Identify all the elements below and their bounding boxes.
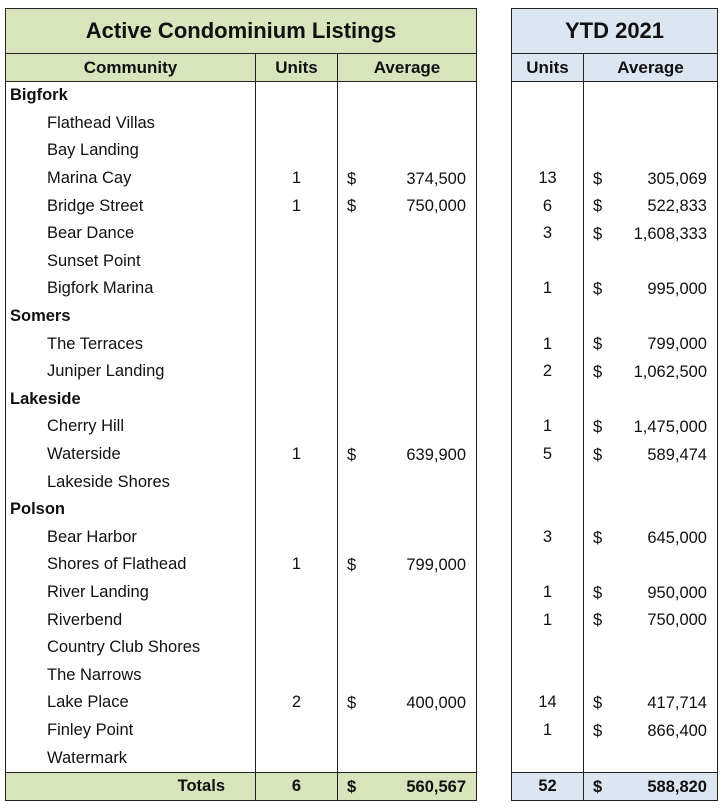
table-row: [6, 661, 477, 689]
community-name: Lakeside Shores: [6, 468, 256, 496]
ytd-row: [512, 413, 718, 441]
table-row: [6, 524, 477, 552]
average-value: 560,567: [406, 777, 467, 796]
average-value: 1,608,333: [633, 224, 707, 243]
community-name: The Terraces: [6, 330, 256, 358]
units-cell: 1: [256, 192, 338, 220]
header-average: Average: [338, 54, 477, 82]
group-name: Lakeside: [6, 386, 256, 414]
ytd-row: [512, 579, 718, 607]
ytd-row: [512, 634, 718, 662]
average-cell: [338, 579, 477, 607]
average-cell: [338, 275, 477, 303]
average-cell: [584, 634, 718, 662]
community-name: Country Club Shores: [6, 634, 256, 662]
table-row: [6, 634, 477, 662]
units-cell: [256, 303, 338, 331]
average-value: 400,000: [406, 694, 467, 713]
units-cell: [512, 82, 584, 110]
units-cell: [256, 220, 338, 248]
totals-row: [6, 772, 477, 800]
table-row: [6, 165, 477, 193]
table-row: [6, 110, 477, 138]
units-cell: [512, 248, 584, 276]
average-cell: [338, 468, 477, 496]
average-value: 995,000: [647, 280, 707, 299]
units-cell: [256, 248, 338, 276]
table-row: [6, 330, 477, 358]
average-cell: [338, 661, 477, 689]
units-cell: 2: [256, 689, 338, 717]
units-cell: [256, 330, 338, 358]
currency: $: [593, 445, 603, 464]
community-name: Bridge Street: [6, 192, 256, 220]
currency: $: [347, 445, 357, 464]
units-cell: [256, 744, 338, 772]
currency: $: [347, 169, 357, 188]
units-cell: 2: [512, 358, 584, 386]
totals-average: [338, 772, 477, 800]
average-cell: [338, 689, 477, 717]
table-row: [6, 248, 477, 276]
currency: $: [593, 169, 603, 188]
average-cell: [338, 551, 477, 579]
units-cell: 1: [512, 606, 584, 634]
units-cell: [256, 413, 338, 441]
average-cell: [584, 165, 718, 193]
average-cell: [338, 744, 477, 772]
average-cell: [338, 496, 477, 524]
ytd-row: [512, 110, 718, 138]
community-name: Sunset Point: [6, 248, 256, 276]
currency: $: [593, 528, 603, 547]
active-listings-table: [5, 8, 477, 801]
currency: $: [347, 556, 357, 575]
table-row: [6, 441, 477, 469]
average-cell: [584, 248, 718, 276]
average-value: 950,000: [647, 583, 707, 602]
average-cell: [338, 524, 477, 552]
ytd-row: [512, 441, 718, 469]
average-cell: [584, 524, 718, 552]
units-cell: [512, 634, 584, 662]
average-cell: [584, 744, 718, 772]
ytd-row: [512, 606, 718, 634]
average-value: 750,000: [406, 197, 467, 216]
average-value: 750,000: [647, 611, 707, 630]
average-cell: [338, 358, 477, 386]
units-cell: [256, 275, 338, 303]
units-cell: 1: [512, 413, 584, 441]
average-cell: [584, 358, 718, 386]
units-cell: 13: [512, 165, 584, 193]
table-row: [6, 413, 477, 441]
units-cell: [256, 524, 338, 552]
average-value: 866,400: [647, 721, 707, 740]
community-name: Bay Landing: [6, 137, 256, 165]
average-cell: [584, 717, 718, 745]
ytd-row: [512, 717, 718, 745]
currency: $: [593, 224, 603, 243]
table-row: [6, 551, 477, 579]
average-cell: [338, 330, 477, 358]
units-cell: [256, 496, 338, 524]
table-row: [6, 606, 477, 634]
average-cell: [584, 82, 718, 110]
ytd-row: [512, 689, 718, 717]
currency: $: [593, 197, 603, 216]
group-name: Somers: [6, 303, 256, 331]
units-cell: [256, 717, 338, 745]
average-cell: [584, 689, 718, 717]
units-cell: [512, 137, 584, 165]
ytd-row: [512, 524, 718, 552]
average-value: 589,474: [647, 445, 707, 464]
average-cell: [338, 413, 477, 441]
currency: $: [347, 777, 357, 796]
average-cell: [338, 220, 477, 248]
group-row: [6, 303, 477, 331]
units-cell: [256, 110, 338, 138]
community-name: Marina Cay: [6, 165, 256, 193]
average-cell: [584, 441, 718, 469]
table-row: [6, 192, 477, 220]
units-cell: 1: [512, 579, 584, 607]
average-cell: [584, 137, 718, 165]
header-average: Average: [584, 54, 718, 82]
community-name: Bear Harbor: [6, 524, 256, 552]
average-cell: [584, 330, 718, 358]
community-name: Bear Dance: [6, 220, 256, 248]
average-cell: [584, 579, 718, 607]
currency: $: [347, 694, 357, 713]
ytd-2021-table: [511, 8, 718, 801]
community-name: Shores of Flathead: [6, 551, 256, 579]
average-cell: [338, 717, 477, 745]
header-units: Units: [512, 54, 584, 82]
average-cell: [338, 82, 477, 110]
units-cell: 1: [512, 717, 584, 745]
ytd-row: [512, 275, 718, 303]
average-cell: [584, 551, 718, 579]
community-name: Riverbend: [6, 606, 256, 634]
currency: $: [593, 611, 603, 630]
totals-row: [512, 772, 718, 800]
currency: $: [593, 280, 603, 299]
average-cell: [584, 275, 718, 303]
units-cell: [256, 137, 338, 165]
units-cell: [256, 82, 338, 110]
average-value: 799,000: [406, 556, 467, 575]
ytd-row: [512, 661, 718, 689]
community-name: River Landing: [6, 579, 256, 607]
average-cell: [584, 220, 718, 248]
currency: $: [593, 777, 603, 796]
ytd-row: [512, 358, 718, 386]
ytd-row: [512, 551, 718, 579]
ytd-row: [512, 248, 718, 276]
ytd-row: [512, 744, 718, 772]
average-cell: [584, 468, 718, 496]
totals-units: 52: [512, 772, 584, 800]
units-cell: [512, 303, 584, 331]
average-value: 588,820: [647, 777, 707, 796]
group-name: Polson: [6, 496, 256, 524]
ytd-row: [512, 386, 718, 414]
table-row: [6, 744, 477, 772]
units-cell: 1: [256, 165, 338, 193]
community-name: Flathead Villas: [6, 110, 256, 138]
community-name: Finley Point: [6, 717, 256, 745]
units-cell: [512, 551, 584, 579]
units-cell: [256, 386, 338, 414]
average-value: 645,000: [647, 528, 707, 547]
community-name: Watermark: [6, 744, 256, 772]
table-title: Active Condominium Listings: [6, 9, 477, 54]
table-row: [6, 137, 477, 165]
average-cell: [584, 661, 718, 689]
average-value: 417,714: [647, 694, 707, 713]
units-cell: [512, 661, 584, 689]
currency: $: [593, 362, 603, 381]
average-cell: [584, 413, 718, 441]
units-cell: [512, 386, 584, 414]
ytd-row: [512, 165, 718, 193]
currency: $: [593, 721, 603, 740]
average-value: 305,069: [647, 169, 707, 188]
table-row: [6, 579, 477, 607]
average-value: 522,833: [647, 197, 707, 216]
ytd-row: [512, 82, 718, 110]
table-row: [6, 717, 477, 745]
average-cell: [338, 110, 477, 138]
average-cell: [338, 303, 477, 331]
units-cell: 1: [256, 551, 338, 579]
units-cell: 3: [512, 524, 584, 552]
totals-label: Totals: [6, 772, 256, 800]
currency: $: [593, 583, 603, 602]
header-units: Units: [256, 54, 338, 82]
table-row: [6, 220, 477, 248]
units-cell: 1: [512, 330, 584, 358]
group-row: [6, 386, 477, 414]
ytd-row: [512, 137, 718, 165]
ytd-row: [512, 330, 718, 358]
average-cell: [338, 634, 477, 662]
group-name: Bigfork: [6, 82, 256, 110]
average-cell: [584, 303, 718, 331]
table-row: [6, 689, 477, 717]
units-cell: [256, 606, 338, 634]
totals-average: [584, 772, 718, 800]
community-name: The Narrows: [6, 661, 256, 689]
community-name: Bigfork Marina: [6, 275, 256, 303]
units-cell: 1: [512, 275, 584, 303]
group-row: [6, 496, 477, 524]
units-cell: 6: [512, 192, 584, 220]
average-value: 1,475,000: [633, 418, 707, 437]
average-cell: [338, 165, 477, 193]
units-cell: 3: [512, 220, 584, 248]
units-cell: [256, 661, 338, 689]
units-cell: [512, 744, 584, 772]
average-cell: [338, 248, 477, 276]
units-cell: [512, 110, 584, 138]
units-cell: 14: [512, 689, 584, 717]
table-row: [6, 275, 477, 303]
units-cell: [256, 579, 338, 607]
units-cell: [256, 634, 338, 662]
totals-units: 6: [256, 772, 338, 800]
ytd-row: [512, 220, 718, 248]
average-cell: [584, 386, 718, 414]
average-value: 1,062,500: [633, 362, 707, 381]
community-name: Lake Place: [6, 689, 256, 717]
table-row: [6, 358, 477, 386]
ytd-row: [512, 192, 718, 220]
average-cell: [338, 137, 477, 165]
units-cell: [512, 468, 584, 496]
currency: $: [593, 335, 603, 354]
currency: $: [593, 694, 603, 713]
average-cell: [338, 606, 477, 634]
community-name: Cherry Hill: [6, 413, 256, 441]
group-row: [6, 82, 477, 110]
average-cell: [338, 441, 477, 469]
units-cell: [256, 468, 338, 496]
ytd-row: [512, 303, 718, 331]
average-cell: [584, 110, 718, 138]
currency: $: [593, 418, 603, 437]
table-row: [6, 468, 477, 496]
average-value: 639,900: [406, 445, 467, 464]
average-cell: [584, 606, 718, 634]
units-cell: 1: [256, 441, 338, 469]
header-community: Community: [6, 54, 256, 82]
table-title: YTD 2021: [512, 9, 718, 54]
average-cell: [584, 192, 718, 220]
community-name: Waterside: [6, 441, 256, 469]
average-cell: [584, 496, 718, 524]
average-value: 374,500: [406, 169, 467, 188]
currency: $: [347, 197, 357, 216]
units-cell: [512, 496, 584, 524]
units-cell: [256, 358, 338, 386]
average-cell: [338, 192, 477, 220]
average-value: 799,000: [647, 335, 707, 354]
units-cell: 5: [512, 441, 584, 469]
ytd-row: [512, 496, 718, 524]
community-name: Juniper Landing: [6, 358, 256, 386]
ytd-row: [512, 468, 718, 496]
average-cell: [338, 386, 477, 414]
